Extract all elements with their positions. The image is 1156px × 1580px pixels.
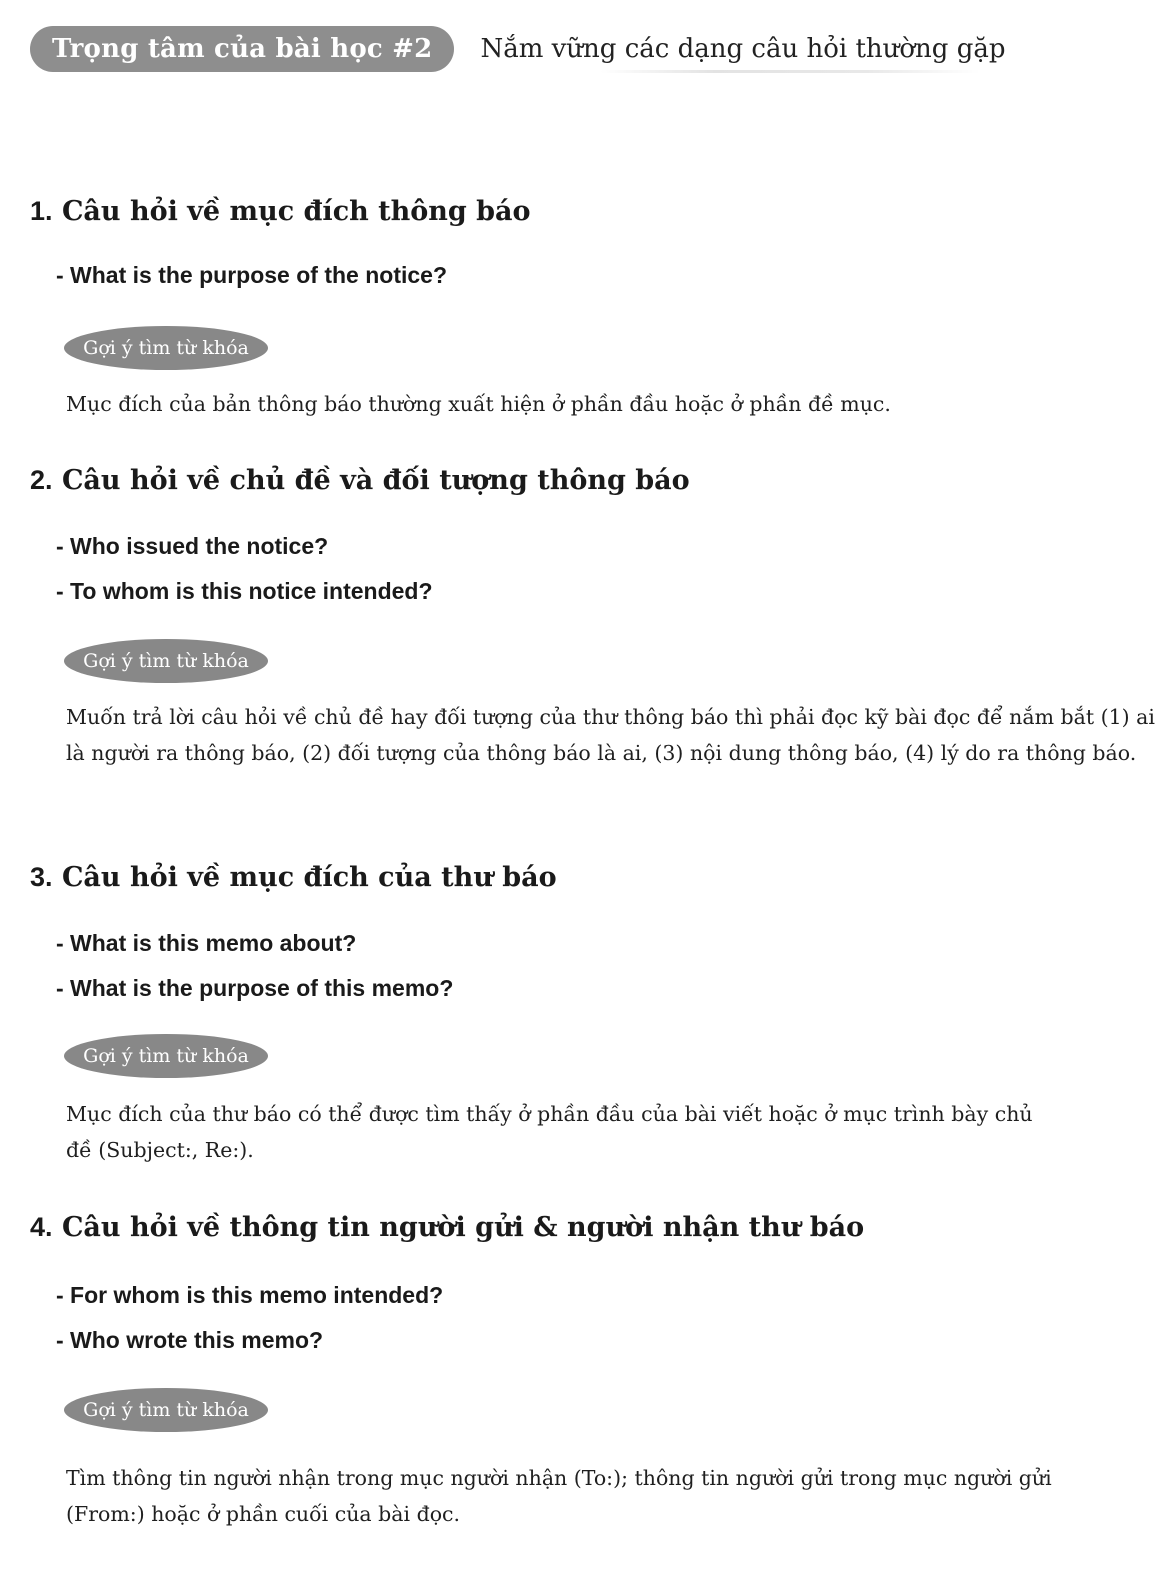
lesson-label-badge: Trọng tâm của bài học #2 xyxy=(30,26,454,72)
header-divider xyxy=(600,70,980,73)
section-3-number: 3. xyxy=(30,862,53,892)
section-1-hint-badge: Gợi ý tìm từ khóa xyxy=(64,326,268,370)
section-4-question-2: - Who wrote this memo? xyxy=(56,1327,324,1353)
section-3-body: Mục đích của thư báo có thể được tìm thấy ở phần đầu của bài viết hoặc ở mục trình bày chủ đề (Subject:, Re:). xyxy=(66,1102,1033,1162)
section-2-question-2: - To whom is this notice intended? xyxy=(56,578,433,604)
section-1-body: Mục đích của bản thông báo thường xuất hiện ở phần đầu hoặc ở phần đề mục. xyxy=(66,392,891,416)
section-2-question-1: - Who issued the notice? xyxy=(56,533,329,559)
section-4-hint-badge: Gợi ý tìm từ khóa xyxy=(64,1388,268,1432)
section-1-question-1: - What is the purpose of the notice? xyxy=(56,262,447,288)
section-2-title xyxy=(30,465,1130,496)
section-1-number: 1. xyxy=(30,196,53,226)
section-3 xyxy=(30,862,1130,1172)
section-1 xyxy=(30,196,1130,426)
lesson-subtitle: Nắm vững các dạng câu hỏi thường gặp xyxy=(480,34,1006,64)
lesson-header xyxy=(30,26,1005,72)
section-3-question-2: - What is the purpose of this memo? xyxy=(56,975,454,1001)
section-1-title-text: Câu hỏi về mục đích thông báo xyxy=(61,196,531,227)
section-4 xyxy=(30,1212,1130,1552)
section-4-body: Tìm thông tin người nhận trong mục người nhận (To:); thông tin người gửi trong mục người gửi (From:) hoặc ở phần cuối của bài đọc. xyxy=(66,1466,1052,1526)
section-3-hint-badge: Gợi ý tìm từ khóa xyxy=(64,1034,268,1078)
section-4-question-1: - For whom is this memo intended? xyxy=(56,1282,444,1308)
section-3-title xyxy=(30,862,1130,893)
section-4-title-text: Câu hỏi về thông tin người gửi & người nhận thư báo xyxy=(61,1212,865,1243)
section-3-question-1: - What is this memo about? xyxy=(56,930,357,956)
section-3-title-text: Câu hỏi về mục đích của thư báo xyxy=(61,862,557,893)
section-2-title-text: Câu hỏi về chủ đề và đối tượng thông báo xyxy=(61,465,690,496)
section-2-hint-badge: Gợi ý tìm từ khóa xyxy=(64,639,268,683)
section-2-body: Muốn trả lời câu hỏi về chủ đề hay đối tượng của thư thông báo thì phải đọc kỹ bài đọc để nắm bắt (1) ai là người ra thông báo, (2) đối tượng của thông báo là ai, (3) nội dung thông báo, (4) lý do ra thông báo. xyxy=(66,705,1155,765)
section-4-title xyxy=(30,1212,1130,1243)
section-4-number: 4. xyxy=(30,1212,53,1242)
section-2-number: 2. xyxy=(30,465,53,495)
section-1-title xyxy=(30,196,1130,227)
section-2 xyxy=(30,465,1155,815)
